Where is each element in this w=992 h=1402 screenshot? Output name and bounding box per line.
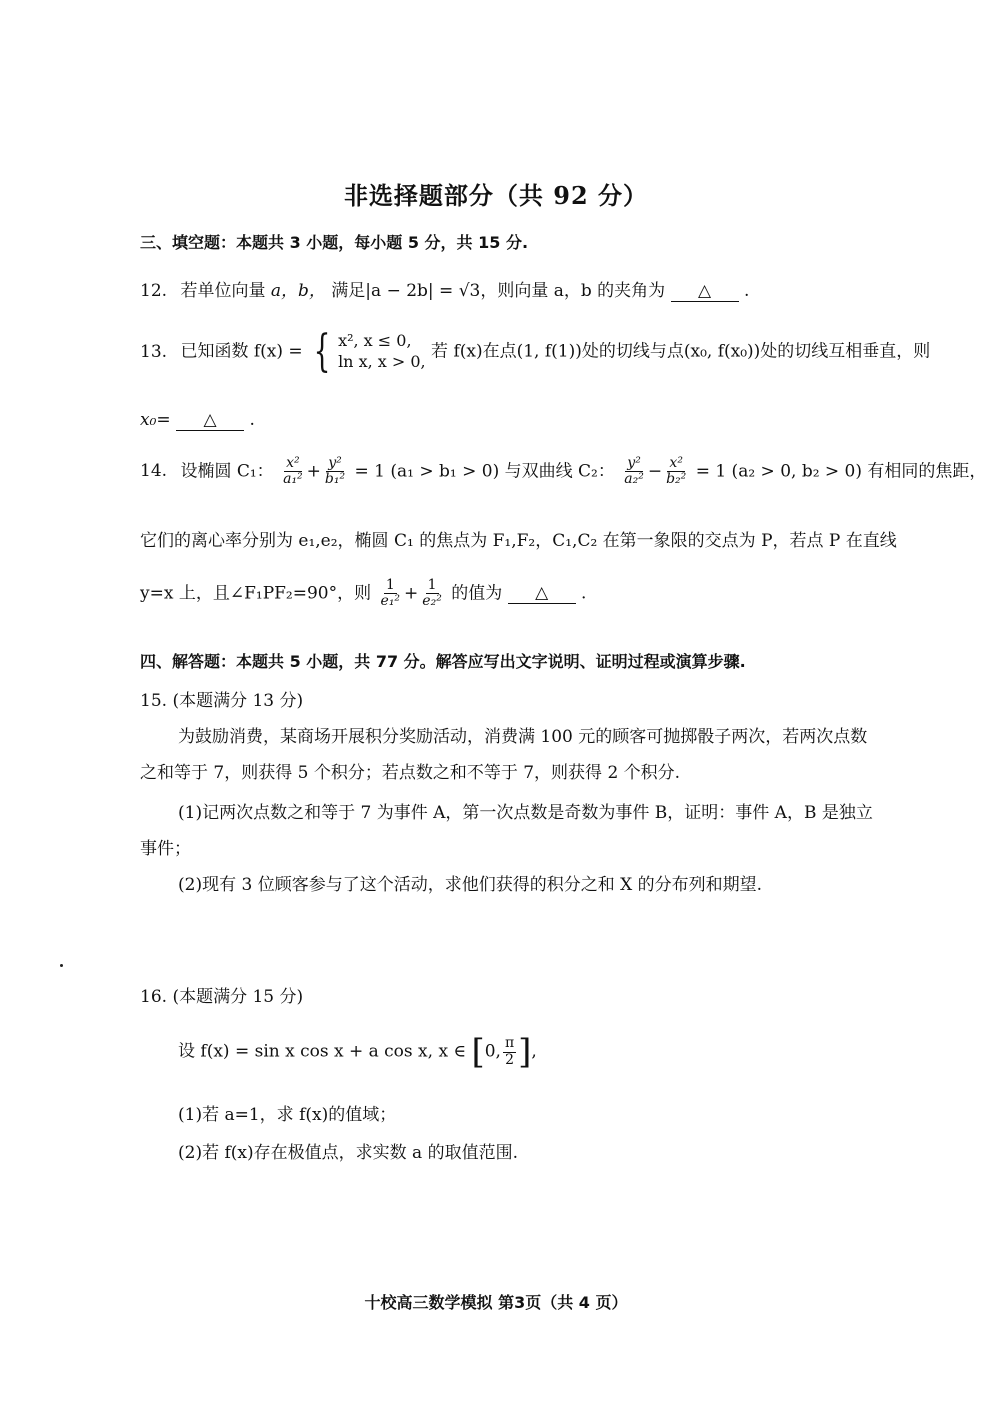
question-15-part-2: (2)现有 3 位顾客参与了这个活动，求他们获得的积分之和 X 的分布列和期望. bbox=[178, 875, 763, 895]
question-15-part-1b: 事件； bbox=[140, 839, 191, 859]
answer-blank: △ bbox=[176, 410, 244, 431]
q16-fn: 设 f(x) = sin x cos x + a cos x, x ∈ bbox=[178, 1041, 467, 1062]
q13-end: . bbox=[249, 410, 255, 430]
question-15-para-1: 为鼓励消费，某商场开展积分奖励活动，消费满 100 元的顾客可抛掷骰子两次，若两次点数 bbox=[178, 727, 868, 747]
question-13-line-2 bbox=[140, 410, 255, 431]
section-three-heading: 三、填空题：本题共 3 小题，每小题 5 分，共 15 分. bbox=[140, 233, 529, 252]
q16-end: , bbox=[531, 1041, 537, 1062]
fraction: $\frac{1}{\text{e₂²}}$ bbox=[422, 577, 442, 610]
case-two: ln x, x > 0, bbox=[338, 352, 426, 371]
q12-vars: a，b， bbox=[270, 281, 326, 301]
question-14-line-2: 它们的离心率分别为 e₁,e₂，椭圆 C₁ 的焦点为 F₁,F₂，C₁,C₂ 在第一象限的交点为 P，若点 P 在直线 bbox=[140, 531, 897, 551]
q14-p1: 设椭圆 C₁： bbox=[180, 461, 274, 482]
answer-blank: △ bbox=[508, 583, 576, 604]
page-footer: 十校高三数学模拟 第3页（共 4 页） bbox=[364, 1293, 628, 1312]
right-bracket: ] bbox=[518, 1032, 532, 1072]
q14-p3: = 1 (a₂ > 0, b₂ > 0) 有相同的焦距， bbox=[695, 461, 987, 482]
question-16-part-2: (2)若 f(x)存在极值点，求实数 a 的取值范围. bbox=[178, 1143, 518, 1163]
fraction: $\frac{\text{x²}}{\text{b₂²}}$ bbox=[666, 455, 687, 488]
q14-line3-b: 的值为 bbox=[451, 583, 503, 604]
question-number: 13. bbox=[140, 341, 168, 362]
q14-p2: = 1 (a₁ > b₁ > 0) 与双曲线 C₂： bbox=[354, 461, 615, 482]
question-16-heading: 16. (本题满分 15 分) bbox=[140, 987, 304, 1007]
q12-text-a: 若单位向量 bbox=[180, 281, 266, 301]
q14-end: . bbox=[581, 583, 587, 604]
question-16-function bbox=[178, 1032, 537, 1072]
fraction: $\frac{\text{x²}}{\text{a₁²}}$ bbox=[283, 455, 303, 488]
question-12 bbox=[140, 276, 749, 302]
question-14-line-3: y=x 上，且∠F₁PF₂=90°，则 $\frac{1}{\text{e₁²}}$ + $\frac{1}{\text{e₂²}}$ 的值为 △ . bbox=[140, 577, 587, 610]
question-13 bbox=[140, 326, 931, 377]
fraction: $\frac{\text{y²}}{\text{a₂²}}$ bbox=[624, 455, 644, 488]
interval-start: 0, bbox=[484, 1041, 501, 1062]
q12-text-b: 满足|a − 2b| = √3，则向量 a，b 的夹角为 bbox=[331, 281, 666, 301]
case-one: x², x ≤ 0, bbox=[338, 331, 412, 351]
fraction: $\frac{\pi}{2}$ bbox=[504, 1035, 515, 1068]
question-14: 14. 设椭圆 C₁： $\frac{\text{x²}}{\text{a₁²}}$ + $\frac{\text{y²}}{\text{b₁²}}$ = 1 (a₁ > b₁ > 0) 与双曲线 C₂： $\frac{\text{y²}}{\text{a₂²}}$ − $\frac{\text{x²}}{\text{b₂²}}$ = 1 (a₂ > 0, b₂ > 0) 有相同的焦距， bbox=[140, 455, 987, 488]
q12-end: . bbox=[743, 281, 750, 301]
section-four-heading: 四、解答题：本题共 5 小题，共 77 分。解答应写出文字说明、证明过程或演算步骤. bbox=[140, 652, 746, 671]
scan-speck bbox=[60, 964, 63, 967]
question-15-para-1b: 之和等于 7，则获得 5 个积分；若点数之和不等于 7，则获得 2 个积分. bbox=[140, 763, 681, 783]
fraction: $\frac{1}{\text{e₁²}}$ bbox=[380, 577, 401, 610]
question-15-heading: 15. (本题满分 13 分) bbox=[140, 691, 304, 711]
q14-line3-a: y=x 上，且∠F₁PF₂=90°，则 bbox=[140, 583, 372, 604]
fraction: $\frac{\text{y²}}{\text{b₁²}}$ bbox=[324, 455, 346, 488]
q13-text-a: 已知函数 f(x) = bbox=[180, 341, 303, 362]
q13-line2-a: x₀= bbox=[140, 410, 171, 430]
question-15-part-1: (1)记两次点数之和等于 7 为事件 A，第一次点数是奇数为事件 B，证明：事件 A，B 是独立 bbox=[178, 803, 873, 823]
answer-blank: △ bbox=[671, 281, 739, 302]
question-number: 14. bbox=[140, 461, 168, 482]
question-16-part-1: (1)若 a=1，求 f(x)的值域； bbox=[178, 1105, 397, 1125]
question-number: 12. bbox=[140, 281, 168, 301]
piecewise-function bbox=[308, 326, 426, 377]
left-brace: { bbox=[313, 326, 331, 377]
left-bracket: [ bbox=[471, 1032, 485, 1072]
page-title: 非选择题部分（共 92 分） bbox=[343, 181, 649, 210]
q13-text-b: 若 f(x)在点(1, f(1))处的切线与点(x₀, f(x₀))处的切线互相垂直，则 bbox=[431, 341, 931, 362]
